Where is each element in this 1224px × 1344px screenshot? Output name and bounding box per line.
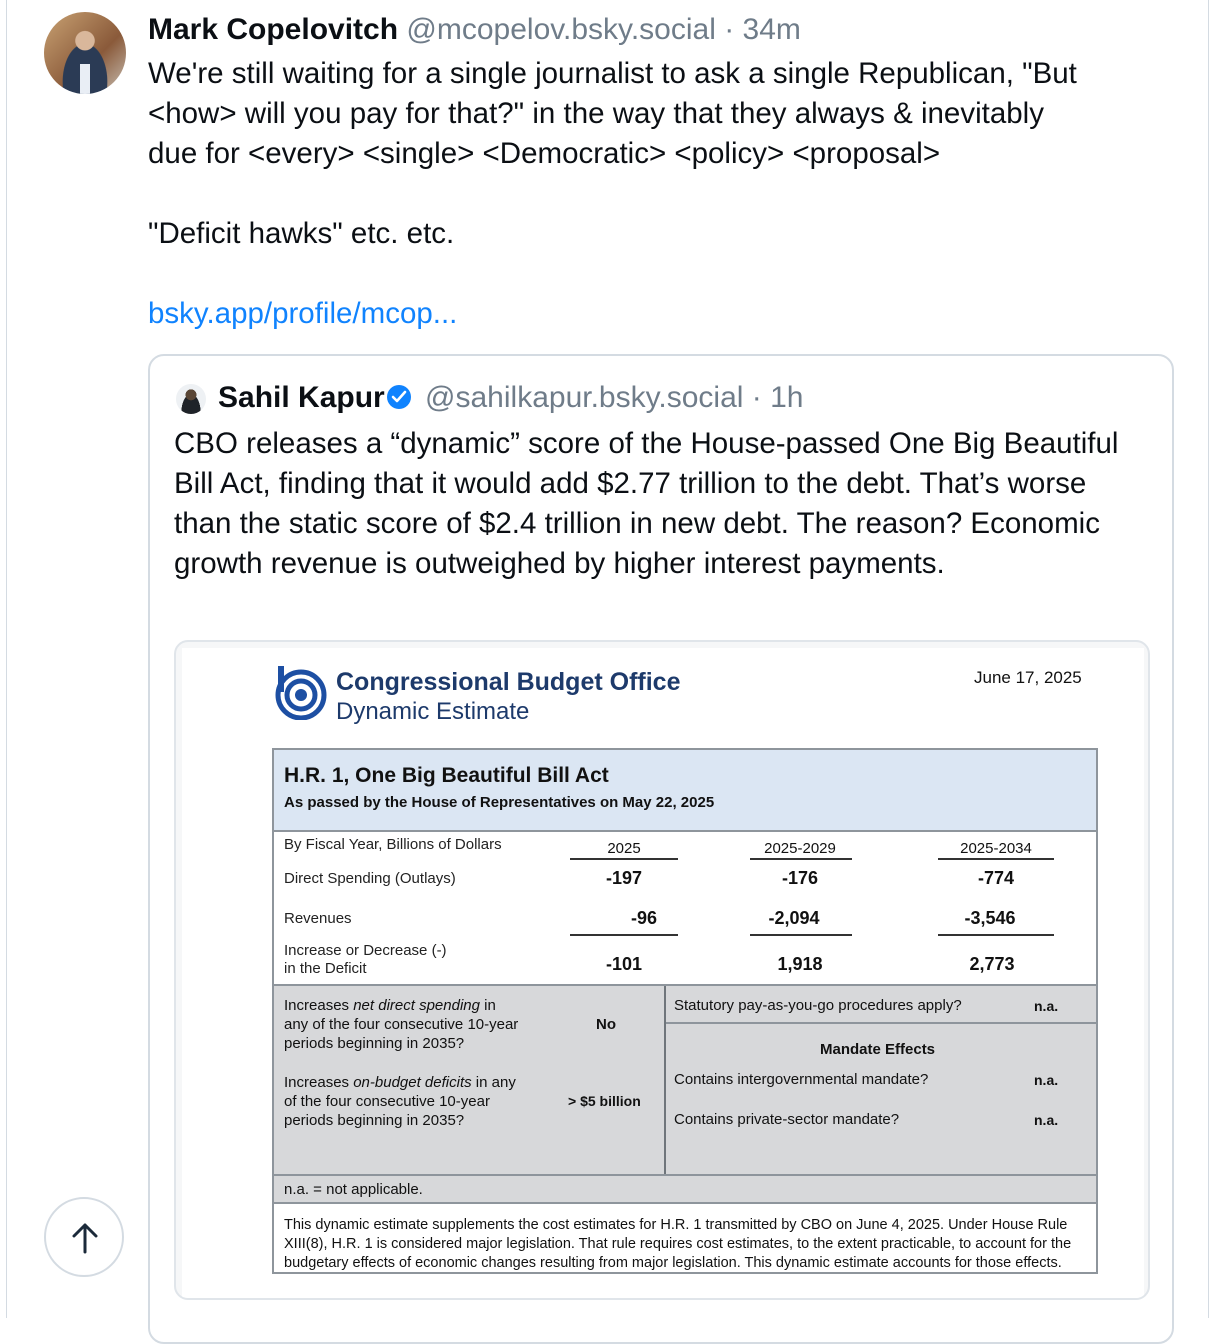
bill-subtitle: As passed by the House of Representatives on May 22, 2025 xyxy=(284,794,715,811)
quote-text: CBO releases a “dynamic” score of the House-passed One Big Beautiful Bill Act, finding that it would add $2.77 trillion to the debt. That’s worse than the static score of $2.4 trillion in new debt. The reason? Economic growth revenue is outweighed by higher interest payments. xyxy=(174,427,1119,580)
question-net-direct-spending: Increases net direct spending in any of the four consecutive 10-year periods beginning in 2035? xyxy=(284,997,519,1052)
author-name[interactable]: Mark Copelovitch xyxy=(148,13,399,46)
table-cell: 1,918 xyxy=(777,954,823,974)
quote-author-avatar[interactable] xyxy=(176,384,206,414)
intergov-mandate-value: n.a. xyxy=(1034,1072,1059,1088)
intergov-mandate-label: Contains intergovernmental mandate? xyxy=(674,1071,929,1088)
table-cell: -197 xyxy=(605,868,643,888)
answer-net-direct-spending: No xyxy=(596,1016,616,1033)
quote-time[interactable]: 1h xyxy=(770,381,804,414)
cbo-doc-type: Dynamic Estimate xyxy=(336,698,530,725)
row-label: Revenues xyxy=(284,910,352,927)
post-time[interactable]: 34m xyxy=(742,13,801,46)
row-label: Direct Spending (Outlays) xyxy=(284,870,456,887)
table-cell: -101 xyxy=(605,954,643,974)
quoted-post[interactable] xyxy=(148,354,1174,1344)
row-label: Increase or Decrease (-) xyxy=(284,942,447,959)
bill-title: H.R. 1, One Big Beautiful Bill Act xyxy=(284,764,609,787)
cbo-document xyxy=(182,648,1144,1298)
column-header: 2025-2029 xyxy=(764,840,836,857)
question-on-budget-deficits: Increases on-budget deficits in any of the four consecutive 10-year periods beginning in 2035? xyxy=(284,1074,516,1129)
post-link[interactable]: bsky.app/profile/mcop... xyxy=(148,297,458,330)
post-body xyxy=(148,54,1178,334)
post-text-line: We're still waiting for a single journalist to ask a single Republican, "But xyxy=(148,57,1077,90)
scroll-to-top-button[interactable] xyxy=(44,1197,124,1277)
cbo-org-name: Congressional Budget Office xyxy=(336,668,681,696)
table-cell: -774 xyxy=(977,868,1015,888)
separator-dot: · xyxy=(751,381,762,414)
cbo-logo-icon xyxy=(274,664,328,720)
cbo-footnote: This dynamic estimate supplements the cost estimates for H.R. 1 transmitted by CBO on June 4, 2025. Under House Rule XIII(8), H.R. 1 is considered major legislation. That rule requires cost estimates, to the extent practicable, to account for the budgetary effects of economic changes resulting from major legislation. This dynamic estimate accounts for those effects. xyxy=(284,1217,1072,1271)
private-mandate-label: Contains private-sector mandate? xyxy=(674,1111,900,1128)
cbo-summary-table xyxy=(272,748,1098,1274)
answer-on-budget-deficits: > $5 billion xyxy=(568,1093,641,1109)
quote-author-handle[interactable]: @sahilkapur.bsky.social xyxy=(425,381,744,414)
private-mandate-value: n.a. xyxy=(1034,1112,1059,1128)
post-header xyxy=(148,12,801,48)
column-header: 2025 xyxy=(607,840,641,857)
units-label: By Fiscal Year, Billions of Dollars xyxy=(284,836,502,853)
quote-header xyxy=(218,380,803,416)
quote-author-name[interactable]: Sahil Kapur xyxy=(218,381,385,414)
table-cell: -176 xyxy=(781,868,819,888)
table-cell: -96 xyxy=(630,908,657,928)
separator-dot: · xyxy=(724,13,735,46)
table-cell: -3,546 xyxy=(964,908,1016,928)
paygo-label: Statutory pay-as-you-go procedures apply? xyxy=(674,997,962,1014)
table-cell: 2,773 xyxy=(969,954,1015,974)
verified-check-icon xyxy=(387,385,411,409)
na-note-row xyxy=(274,1176,1096,1204)
table-header xyxy=(274,750,1096,832)
paygo-value: n.a. xyxy=(1034,998,1059,1014)
right-border xyxy=(1208,0,1209,1318)
left-border xyxy=(6,0,7,1318)
cbo-date: June 17, 2025 xyxy=(974,668,1082,687)
column-header: 2025-2034 xyxy=(960,840,1032,857)
author-handle[interactable]: @mcopelov.bsky.social xyxy=(406,13,716,46)
post-text-line: "Deficit hawks" etc. etc. xyxy=(148,217,455,250)
row-label: in the Deficit xyxy=(284,960,367,977)
arrow-up-icon xyxy=(70,1221,100,1255)
author-avatar[interactable] xyxy=(44,12,126,94)
post-text-line: due for <every> <single> <Democratic> <policy> <proposal> xyxy=(148,137,941,170)
mandate-effects-header: Mandate Effects xyxy=(820,1041,936,1058)
quote-image[interactable] xyxy=(174,640,1150,1300)
post-text-line: <how> will you pay for that?" in the way that they always & inevitably xyxy=(148,97,1044,130)
cbo-questions-section xyxy=(274,984,1096,1176)
table-cell: -2,094 xyxy=(768,908,820,928)
na-note: n.a. = not applicable. xyxy=(284,1181,423,1198)
